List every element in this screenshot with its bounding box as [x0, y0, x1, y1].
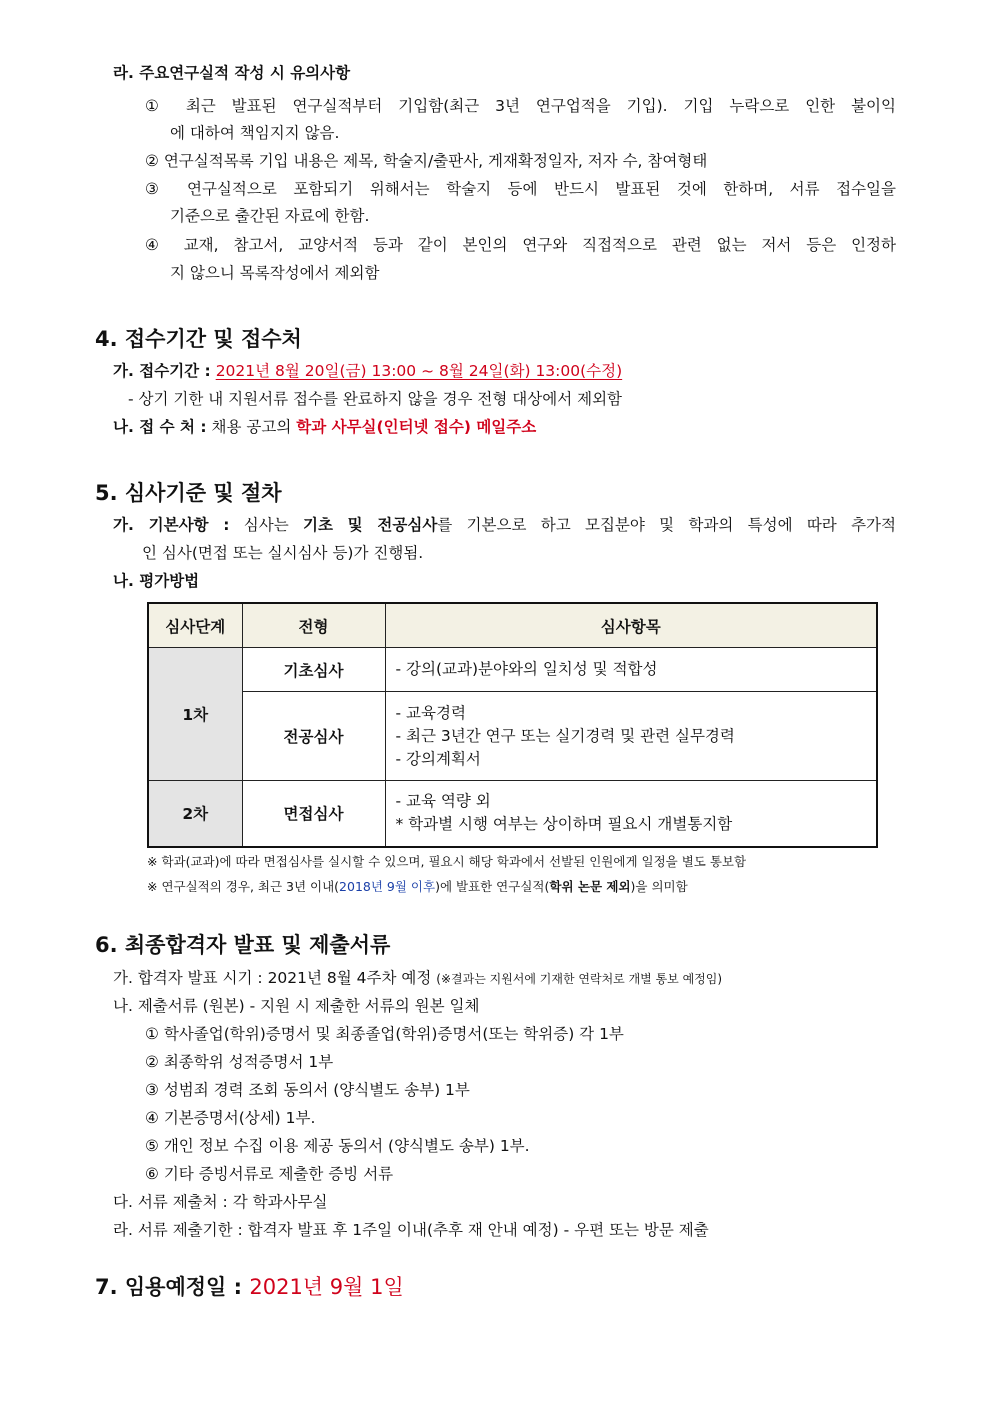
table-row	[148, 648, 877, 692]
sec5-method-label: 나. 평가방법	[113, 572, 200, 590]
sec5-basic-text-2: 를 기본으로 하고 모집분야 및 학과의 특성에 따라 추가적	[437, 516, 896, 534]
sec4-period-note: - 상기 기한 내 지원서류 접수를 완료하지 않을 경우 전형 대상에서 제외함	[128, 390, 623, 408]
sec-ra-item-1: ① 최근 발표된 연구실적부터 기입함(최근 3년 연구업적을 기입). 기입 누락으로 인한 불이익	[145, 97, 896, 115]
table-stage-1: 1차	[148, 648, 242, 781]
sec-ra-item-3-cont: 기준으로 출간된 자료에 한함.	[170, 207, 370, 225]
sec-ra-item-3: ③ 연구실적으로 포함되기 위해서는 학술지 등에 반드시 발표된 것에 한하며, 서류 접수일을	[145, 180, 896, 198]
table-items-major	[385, 692, 877, 781]
sec6-ga-row	[113, 967, 722, 990]
sec6-doc-1: ① 학사졸업(학위)증명서 및 최종졸업(학위)증명서(또는 학위증) 각 1부	[145, 1025, 624, 1043]
evaluation-table	[147, 602, 878, 848]
table-header-type: 전형	[242, 603, 385, 648]
sec4-place-label: 나. 접 수 처 :	[113, 418, 207, 436]
table-item: - 강의(교과)분야와의 일치성 및 적합성	[395, 660, 658, 678]
table-item: - 교육 역량 외	[395, 792, 491, 811]
table-type-major: 전공심사	[242, 692, 385, 781]
table-type-interview: 면접심사	[242, 781, 385, 847]
sec-ra-item-4-cont: 지 않으니 목록작성에서 제외함	[170, 264, 380, 282]
table-items-basic	[385, 648, 877, 692]
sec5-basic-row	[113, 514, 896, 536]
sec5-note-1: ※ 학과(교과)에 따라 면접심사를 실시할 수 있으며, 필요시 해당 학과에서 선발된 인원에게 일정을 별도 통보함	[147, 854, 747, 869]
table-header-stage: 심사단계	[148, 603, 242, 648]
sec6-title: 6. 최종합격자 발표 및 제출서류	[95, 933, 391, 957]
sec5-basic-label: 가. 기본사항 :	[113, 516, 230, 534]
table-header-row	[148, 603, 877, 648]
sec-ra-title: 라. 주요연구실적 작성 시 유의사항	[113, 64, 351, 82]
sec4-place-text: 채용 공고의	[211, 418, 297, 436]
table-row	[148, 692, 877, 781]
sec4-place-row	[113, 416, 536, 438]
sec4-title: 4. 접수기간 및 접수처	[95, 327, 302, 351]
sec5-title: 5. 심사기준 및 절차	[95, 481, 282, 505]
sec-ra-item-4: ④ 교재, 참고서, 교양서적 등과 같이 본인의 연구와 직접적으로 관련 없는 저서 등은 인정하	[145, 236, 896, 254]
sec6-na: 나. 제출서류 (원본) - 지원 시 제출한 서류의 원본 일체	[113, 997, 480, 1015]
sec7-row	[95, 1273, 404, 1301]
table-header-items: 심사항목	[385, 603, 877, 648]
note2-text-a: ※ 연구실적의 경우, 최근 3년 이내(	[147, 879, 340, 894]
sec6-doc-5: ⑤ 개인 정보 수집 이용 제공 동의서 (양식별도 송부) 1부.	[145, 1137, 530, 1155]
table-item: - 최근 3년간 연구 또는 실기경력 및 관련 실무경력	[395, 726, 735, 745]
table-type-basic: 기초심사	[242, 648, 385, 692]
sec6-ga-note: (※결과는 지원서에 기재한 연락처로 개별 통보 예정임)	[436, 972, 723, 986]
sec4-period-value: 2021년 8월 20일(금) 13:00 ~ 8월 24일(화) 13:00(수정)	[215, 362, 623, 380]
sec-ra-item-2: ② 연구실적목록 기입 내용은 제목, 학술지/출판사, 게재확정일자, 저자 수, 참여형태	[145, 152, 708, 170]
sec4-place-value: 학과 사무실(인터넷 접수) 메일주소	[296, 418, 537, 436]
table-row	[148, 781, 877, 847]
sec6-doc-2: ② 최종학위 성적증명서 1부	[145, 1053, 334, 1071]
table-item: - 교육경력	[395, 703, 466, 722]
sec4-period-label: 가. 접수기간 :	[113, 362, 211, 380]
note2-text-e: )을 의미함	[630, 879, 688, 894]
sec6-da: 다. 서류 제출처 : 각 학과사무실	[113, 1193, 328, 1211]
table-item: * 학과별 시행 여부는 상이하며 필요시 개별통지함	[395, 815, 733, 834]
sec4-period-row	[113, 360, 622, 382]
sec6-ga: 가. 합격자 발표 시기 : 2021년 8월 4주차 예정	[113, 969, 432, 987]
sec6-ra: 라. 서류 제출기한 : 합격자 발표 후 1주일 이내(추후 재 안내 예정) - 우편 또는 방문 제출	[113, 1221, 709, 1239]
sec7-value: 2021년 9월 1일	[249, 1275, 404, 1299]
sec6-doc-6: ⑥ 기타 증빙서류로 제출한 증빙 서류	[145, 1165, 394, 1183]
sec6-doc-4: ④ 기본증명서(상세) 1부.	[145, 1109, 316, 1127]
note2-bold: 학위 논문 제외	[549, 879, 631, 894]
note2-text-c: )에 발표한 연구실적(	[435, 879, 550, 894]
sec5-basic-bold: 기초 및 전공심사	[302, 516, 438, 534]
sec6-doc-3: ③ 성범죄 경력 조회 동의서 (양식별도 송부) 1부	[145, 1081, 470, 1099]
table-stage-2: 2차	[148, 781, 242, 847]
sec5-basic-cont: 인 심사(면접 또는 실시심사 등)가 진행됨.	[142, 544, 424, 562]
sec5-basic-text-1: 심사는	[229, 516, 303, 534]
table-items-interview	[385, 781, 877, 847]
sec7-label: 7. 임용예정일 :	[95, 1275, 250, 1299]
sec5-note-2	[147, 878, 688, 896]
note2-date: 2018년 9월 이후	[339, 879, 436, 894]
table-item: - 강의계획서	[395, 749, 481, 768]
sec-ra-item-1-cont: 에 대하여 책임지지 않음.	[170, 124, 340, 142]
